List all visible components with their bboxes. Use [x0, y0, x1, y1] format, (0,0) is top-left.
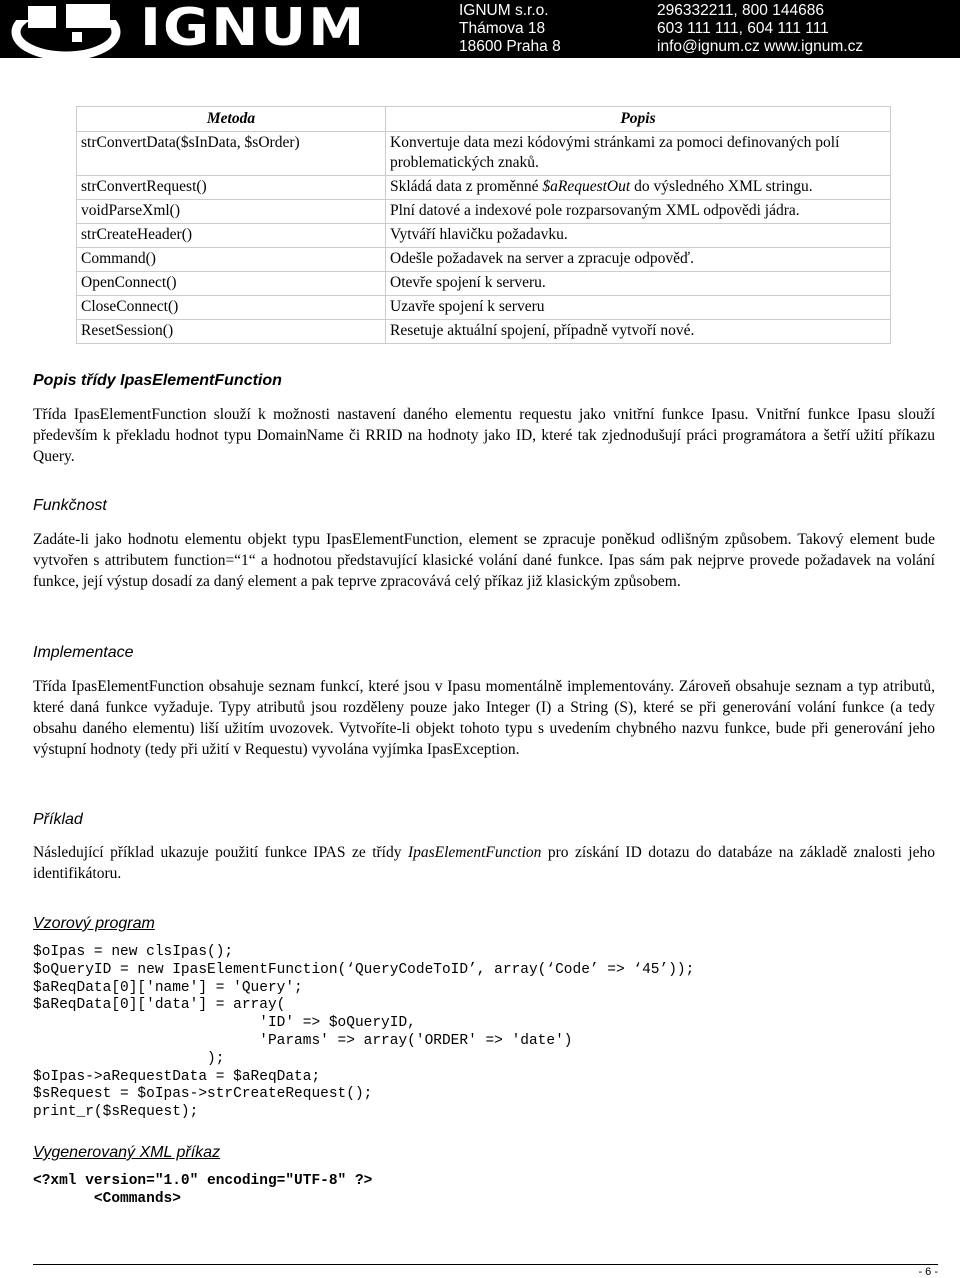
company-address [459, 2, 561, 56]
class-description: Třída IpasElementFunction slouží k možnosti nastavení daného elementu requestu jako vnitřní funkce Ipasu. Vnitřní funkce Ipasu slouží především k překladu hodnot typu DomainName či RRID na hodnoty jako ID, které tak zjednodušují práci programátora a šetří užití příkazu Query. [33, 406, 935, 465]
email-web-line: info@ignum.cz www.ignum.cz [657, 38, 864, 55]
table-row [77, 272, 891, 296]
method-cell: strConvertData($sInData, $sOrder) [77, 132, 386, 176]
table-row [77, 320, 891, 344]
class-name: IpasElementFunction [407, 844, 542, 861]
company-contacts [657, 2, 863, 56]
logo-text: IGNUM [140, 0, 367, 58]
class-heading: Popis třídy IpasElementFunction [33, 372, 282, 389]
column-header-popis: Popis [386, 107, 891, 132]
desc-cell [386, 176, 891, 200]
table-row [77, 132, 891, 176]
code-line: ); [33, 1050, 225, 1067]
company-street: Thámova 18 [459, 20, 546, 37]
company-city: 18600 Praha 8 [459, 38, 561, 55]
phone-line-2: 603 111 111, 604 111 111 [657, 20, 829, 37]
table-row [77, 296, 891, 320]
xml-block [33, 1173, 372, 1209]
method-cell: strCreateHeader() [77, 224, 386, 248]
variable-name: $aRequestOut [542, 178, 631, 195]
code-line: $aReqData[0]['name'] = 'Query'; [33, 979, 303, 996]
example-text: Následující příklad ukazuje použití funkce IPAS ze třídy [33, 844, 408, 861]
desc-text: Skládá data z proměnné [390, 178, 543, 195]
method-cell: strConvertRequest() [77, 176, 386, 200]
desc-cell: Resetuje aktuální spojení, případně vytvoří nové. [386, 320, 891, 344]
desc-cell: Vytváří hlavičku požadavku. [386, 224, 891, 248]
example-description [33, 842, 935, 884]
table-header-row [77, 107, 891, 132]
desc-cell: Konvertuje data mezi kódovými stránkami za pomoci definovaných polí problematických znaků. [386, 132, 891, 176]
phone-line-1: 296332211, 800 144686 [657, 2, 824, 19]
company-name: IGNUM s.r.o. [459, 2, 549, 19]
code-line: 'ID' => $oQueryID, [33, 1015, 416, 1032]
table-row [77, 224, 891, 248]
code-line: $oIpas = new clsIpas(); [33, 944, 234, 960]
column-header-metoda: Metoda [77, 107, 386, 132]
desc-cell: Plní datové a indexové pole rozparsovaným XML odpovědi jádra. [386, 200, 891, 224]
table-row [77, 176, 891, 200]
example-heading: Příklad [33, 811, 83, 828]
implementation-heading: Implementace [33, 644, 134, 661]
footer-divider [33, 1264, 938, 1265]
code-line: $oIpas->aRequestData = $aReqData; [33, 1068, 321, 1085]
method-cell: CloseConnect() [77, 296, 386, 320]
table-row [77, 248, 891, 272]
desc-text: do výsledného XML stringu. [630, 178, 813, 195]
page-number: - 6 - [918, 1266, 938, 1278]
method-cell: Command() [77, 248, 386, 272]
code-line: 'Params' => array('ORDER' => 'date') [33, 1032, 573, 1049]
code-line: $sRequest = $oIpas->strCreateRequest(); [33, 1086, 373, 1103]
functionality-heading: Funkčnost [33, 497, 107, 514]
sample-program-heading: Vzorový program [33, 915, 155, 932]
method-cell: voidParseXml() [77, 200, 386, 224]
code-line: $aReqData[0]['data'] = array( [33, 997, 286, 1014]
xml-heading: Vygenerovaný XML příkaz [33, 1144, 221, 1161]
methods-table [76, 106, 891, 344]
desc-cell: Odešle požadavek na server a zpracuje odpověď. [386, 248, 891, 272]
desc-cell: Uzavře spojení k serveru [386, 296, 891, 320]
xml-line: <Commands> [33, 1190, 181, 1207]
implementation-description: Třída IpasElementFunction obsahuje seznam funkcí, které jsou v Ipasu momentálně implementovány. Zároveň obsahuje seznam a typ atributů, které daná funkce vyžaduje. Typy atributů jsou rozděleny pouze jako Integer (I) a String (S), které se při generování volání funkce (a tedy obsahu daného elementu) liší užitím uvozovek. Vytvoříte-li objekt tohoto typu s uvedením chybného nazvu funkce, bude při generování jeho výstupní hodnoty (tedy při užití v Requestu) vyvolána vyjímka IpasException. [33, 678, 935, 758]
table-row [77, 200, 891, 224]
functionality-description: Zadáte-li jako hodnotu elementu objekt typu IpasElementFunction, element se zpracuje poněkud odlišným způsobem. Takový element bude vytvořen s attributem function=“1“ a hodnotou představující klasické volání dané funkce. Ipas sám pak nejprve provede požadavek na volání funkce, její výstup dosadí za daný element a pak teprve zpracovává celý příkaz již klasickým způsobem. [33, 531, 935, 590]
desc-cell: Otevře spojení k serveru. [386, 272, 891, 296]
ignum-logo-icon [10, 2, 122, 58]
code-line: $oQueryID = new IpasElementFunction(‘QueryCodeToID’, array(‘Code’ => ‘45’)); [33, 961, 695, 978]
code-block [33, 944, 694, 1122]
code-line: print_r($sRequest); [33, 1104, 199, 1121]
page-header [0, 0, 960, 58]
method-cell: ResetSession() [77, 320, 386, 344]
method-cell: OpenConnect() [77, 272, 386, 296]
xml-line: <?xml version="1.0" encoding="UTF-8" ?> [33, 1173, 373, 1189]
example-text: pro získání ID dotazu do databáze na základě znalosti jeho identifikátoru. [33, 844, 935, 882]
